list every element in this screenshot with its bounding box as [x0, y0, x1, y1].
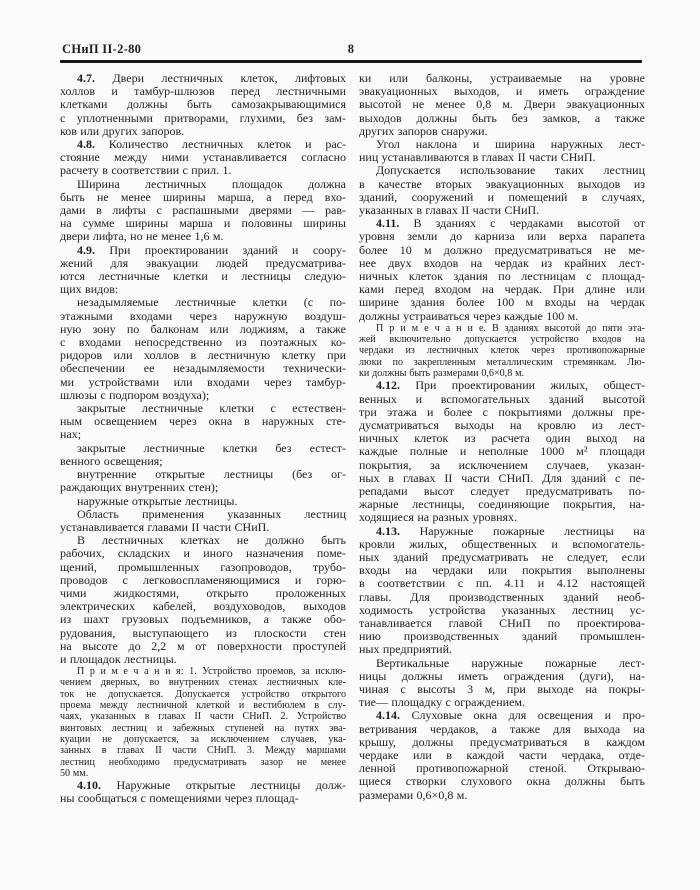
paragraph — [359, 72, 645, 138]
text-line: ридоров или холлов в лестничную клетку при — [60, 348, 346, 363]
text-line: рудования, выступающего из плоскости стен — [60, 625, 346, 640]
paragraph — [60, 508, 346, 534]
text-line: клетками должны быть самозакрывающимися — [60, 97, 346, 112]
section-number: 4.11. — [376, 216, 400, 231]
text-line: ную зону по балконам или лоджиям, а также — [60, 321, 346, 336]
header-rule — [60, 60, 642, 63]
paragraph — [60, 468, 346, 494]
text-line: П р и м е ч а н и я: 1. Устройство проемов, за исклю- — [77, 666, 346, 678]
text-line: каждые полные и неполные 1000 м² площади — [359, 444, 645, 459]
text-line: жарные лестницы, соединяющие покрытия, на- — [359, 497, 645, 512]
text-line: с входами непосредственно из поэтажных ко- — [60, 335, 346, 350]
text-line: в соответствии с пп. 4.11 и 4.12 настоящей — [359, 576, 645, 591]
text-line: покрытия, за исключением случаев, указан- — [359, 457, 645, 472]
text-line: 4.14. Слуховые окна для освещения и про- — [376, 708, 645, 723]
text-line: 4.9. При проектировании зданий и соору- — [77, 242, 346, 257]
text-line: ленной противопожарной стеной. Открываю- — [359, 761, 645, 776]
text-line: закрытые лестничные клетки без естест- — [77, 440, 346, 455]
section-number: 4.14. — [376, 708, 400, 723]
text-line: Ширина лестничных площадок должна — [77, 176, 346, 191]
section-number: 4.12. — [376, 378, 400, 393]
note-paragraph — [60, 666, 346, 779]
doc-code: СНиП II-2-80 — [62, 42, 142, 56]
text-line: эвакуационных выходов, и иметь ограждение — [359, 84, 645, 99]
text-line: двери лифта, но не менее 1,6 м. — [60, 229, 224, 244]
text-line: стояние между ними устанавливается согласно — [60, 150, 346, 165]
text-line: ки или балконы, устраиваемые на уровне — [359, 71, 645, 85]
text-line: шлюзы с подпором воздуха); — [60, 387, 210, 402]
text-line: ками перед входом на чердак. При длине или — [359, 282, 645, 297]
text-line: ных предприятий. — [359, 642, 453, 657]
text-line: на высоте до 2,2 м от поверхности проступей — [60, 638, 346, 653]
text-line: 4.8. Количество лестничных клеток и рас- — [77, 137, 346, 152]
text-line: ходимость устройства указанных лестниц ус- — [359, 602, 645, 617]
text-line: Область применения указанных лестниц — [77, 506, 346, 521]
text-line: ков или других запоров. — [60, 123, 185, 138]
section-number: 4.7. — [77, 71, 95, 85]
text-line: ным освещением через окна в наружных сте- — [60, 414, 346, 429]
text-line: чаях, указанных в главах II части СНиП. 2. Устройство — [60, 711, 346, 723]
text-line: ширине здания более 100 м входы на чердак — [359, 295, 645, 310]
text-line: рабочих, складских и иного назначения поме- — [60, 546, 346, 561]
paragraph — [60, 178, 346, 244]
text-line: Угол наклона и ширина наружных лест- — [376, 137, 645, 152]
text-line: репадами высот следует предусматривать по- — [359, 483, 645, 498]
right-column — [359, 72, 645, 806]
section-number: 4.8. — [77, 137, 95, 152]
text-line: люки по закрепленным металлическим стремянкам. Лю- — [359, 356, 645, 368]
paragraph — [60, 442, 346, 468]
text-line: зданий, сооружений и помещений в случаях, — [359, 189, 645, 204]
text-line: венных и вспомогательных зданий высотой — [359, 391, 645, 406]
text-line: 4.13. Наружные пожарные лестницы на — [376, 523, 645, 538]
text-line: проводов с легковоспламеняющимися и горю- — [60, 572, 346, 587]
text-line: ются лестничные клетки и лестницы следую- — [60, 269, 346, 284]
text-line: ветривания чердаков, а также для выхода на — [359, 721, 645, 736]
text-line: главы. Для производственных зданий необ- — [359, 589, 645, 604]
text-line: ми устройствами или входами через тамбур- — [60, 374, 346, 389]
section-number: 4.9. — [77, 242, 95, 257]
text-line: дами в лифты с распашными дверями — рав- — [60, 203, 346, 218]
text-line: нах; — [60, 427, 82, 442]
text-line: должны устраиваться через каждые 100 м. — [359, 308, 579, 323]
text-line: жений для эвакуации людей предусматрива- — [60, 255, 346, 270]
text-line: ки должны быть размерами 0,6×0,8 м. — [359, 368, 524, 380]
text-line: на сумме ширины марша и половины ширины — [60, 216, 346, 231]
text-line: Допускается использование таких лестниц — [376, 163, 645, 178]
text-line: размерами 0,6×0,8 м. — [359, 787, 468, 802]
text-line: 4.12. При проектировании жилых, общест- — [376, 378, 645, 393]
text-line: крышу, должны предусматриваться в каждом — [359, 734, 645, 749]
text-line: в качестве вторых эвакуационных выходов из — [359, 176, 645, 191]
text-line: щений, промышленных газопроводов, трубо- — [60, 559, 346, 574]
paragraph — [60, 402, 346, 442]
text-line: венного освещения; — [60, 453, 163, 468]
text-line: занных в главах II части СНиП. 3. Между маршами — [60, 745, 346, 757]
text-line: 50 мм. — [60, 767, 89, 779]
text-line: куации не допускается, за исключением случаев, ука- — [60, 733, 346, 745]
text-line: ных в главах II части СНиП. Для зданий с пе- — [359, 470, 645, 485]
paragraph — [60, 495, 346, 508]
text-line: незадымляемые лестничные клетки (с по- — [77, 295, 346, 310]
text-line: лестниц необходимо предусматривать зазор не менее — [60, 756, 346, 768]
text-line: 4.11. В зданиях с чердаками высотой от — [376, 216, 645, 231]
text-line: ниц устанавливаются в главах II части СНиП. — [359, 150, 596, 165]
text-line: входы на чердаки или покрытия выполнены — [359, 563, 645, 578]
paragraph — [60, 296, 346, 402]
text-line: чением дверных, во внутренних стенах лестничных кле- — [60, 677, 346, 689]
text-line: ницы должны иметь ограждения (дуги), на- — [359, 668, 645, 683]
left-column — [60, 72, 346, 806]
text-line: устанавливается главами II части СНиП. — [60, 519, 270, 534]
text-line: кровли жилых, общественных и вспомогатель- — [359, 536, 645, 551]
text-line: Вертикальные наружные пожарные лест- — [376, 655, 645, 670]
text-line: ничных клеток здания по лестницам с площад- — [359, 269, 645, 284]
text-line: нее двух входов на чердак из крайних лест- — [359, 255, 645, 270]
text-line: щиеся створки слухового окна должны быть — [359, 774, 645, 789]
paragraph — [60, 244, 346, 297]
text-line: нию производственных зданий промышлен- — [359, 629, 645, 644]
text-line: дусматриваться выходы на кровлю из лест- — [359, 417, 645, 432]
paragraph — [60, 534, 346, 666]
text-line: внутренние открытые лестницы (без ог- — [77, 467, 346, 482]
text-line: электрических кабелей, воздуховодов, выходов — [60, 599, 346, 614]
text-line: уровня земли до карниза или верха парапета — [359, 229, 645, 244]
text-line: наружные открытые лестницы. — [77, 493, 238, 508]
paragraph — [359, 379, 645, 524]
text-line: П р и м е ч а н и е. В зданиях высотой до пяти эта- — [376, 322, 645, 334]
text-line: раждающих внутренних стен); — [60, 480, 219, 495]
paragraph — [359, 709, 645, 801]
text-line: чердаки из лестничных клеток через противопожарные — [359, 345, 645, 357]
paragraph — [359, 657, 645, 710]
text-line: танавливается главой СНиП по проектирова- — [359, 616, 645, 630]
text-line: проема между лестничной клеткой и вестибюлем в слу- — [60, 700, 346, 712]
section-number: 4.10. — [77, 778, 101, 793]
paragraph — [60, 779, 346, 805]
text-columns — [60, 72, 645, 806]
text-line: холлов и тамбур-шлюзов перед лестничными — [60, 84, 346, 99]
text-line: ходящиеся на разных уровнях. — [359, 510, 518, 525]
text-line: высотой не менее 0,8 м. Двери эвакуационных — [359, 97, 645, 112]
text-line: щих видов: — [60, 282, 119, 297]
text-line: расчету в соответствии с прил. 1. — [60, 163, 232, 178]
text-line: закрытые лестничные клетки с естествен- — [77, 401, 346, 416]
text-line: этажными входами через наружную воздуш- — [60, 308, 346, 323]
text-line: обеспечении ее незадымляемости технически- — [60, 361, 346, 376]
page-number: 8 — [347, 42, 355, 56]
text-line: тие— площадку с ограждением. — [359, 695, 525, 710]
text-line: В лестничных клетках не должно быть — [77, 533, 346, 548]
text-line: чердаке или в каждой части чердака, отде- — [359, 748, 645, 763]
text-line: три этажа и более с покрытиями должны пре- — [359, 404, 645, 419]
paragraph — [359, 525, 645, 657]
text-line: из шахт грузовых подъемников, а также обо- — [60, 612, 346, 627]
paragraph — [60, 72, 346, 138]
section-number: 4.13. — [376, 523, 400, 538]
text-line: чими жидкостями, открыто проложенных — [60, 585, 346, 600]
text-line: с уплотненными притворами, глухими, без зам- — [60, 110, 346, 125]
paragraph — [359, 164, 645, 217]
text-line: ных зданий предусматривать не следует, если — [359, 549, 645, 564]
text-line: 4.10. Наружные открытые лестницы долж- — [77, 778, 346, 793]
page-header — [60, 42, 642, 58]
note-paragraph — [359, 323, 645, 379]
text-line: ничных клеток из расчета один выход на — [359, 431, 645, 446]
text-line: указанных в главах II части СНиП. — [359, 203, 540, 218]
text-line: более 10 м должно предусматриваться не ме- — [359, 242, 645, 257]
text-line: чиная с высоты 3 м, при выходе на покры- — [359, 682, 645, 697]
text-line: ны сообщаться с помещениями через площад- — [60, 791, 299, 806]
paragraph — [359, 217, 645, 323]
text-line: выходов должны быть без замков, а также — [359, 110, 645, 125]
text-line: ток не допускается. Допускается устройство открытого — [60, 688, 346, 700]
text-line: винтовых лестниц и забежных ступеней на путях эва- — [60, 722, 346, 734]
paragraph — [359, 138, 645, 164]
text-line: других запоров снаружи. — [359, 123, 488, 138]
text-line: быть не менее ширины марша, а перед вхо- — [60, 189, 346, 204]
text-line: жей включительно допускается устройство входов на — [359, 334, 645, 346]
text-line: 4.7. Двери лестничных клеток, лифтовых — [77, 71, 346, 85]
paragraph — [60, 138, 346, 178]
text-line: и площадок лестницы. — [60, 651, 177, 666]
